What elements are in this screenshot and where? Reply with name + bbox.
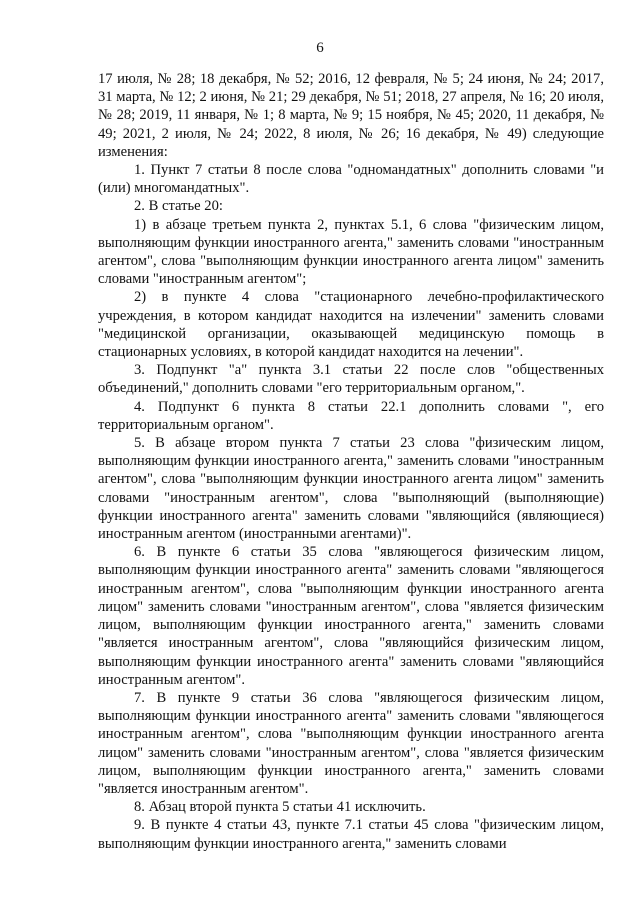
paragraph-item-7: 7. В пункте 9 статьи 36 слова "являющегося физическим лицом, выполняющим функции иностранного агента" заменить словами "являющегося иностранным агентом", слова "выполняющим функции иностранного агента лицом" заменить словами "иностранным агентом", слова "является физическим лицом, выполняющим функции иностранного агента," заменить словами "является иностранным агентом". xyxy=(98,689,604,797)
paragraph-item-1: 1. Пункт 7 статьи 8 после слова "одномандатных" дополнить словами "и (или) многомандатных". xyxy=(98,162,604,197)
paragraph-item-9: 9. В пункте 4 статьи 43, пункте 7.1 статьи 45 слова "физическим лицом, выполняющим функции иностранного агента," заменить словами xyxy=(98,817,604,852)
paragraph-item-4: 4. Подпункт 6 пункта 8 статьи 22.1 дополнить словами ", его территориальным органом". xyxy=(98,398,604,433)
paragraph-item-2: 2. В статье 20: xyxy=(134,198,223,215)
paragraph-subitem-2-2: 2) в пункте 4 слова "стационарного лечебно-профилактического учреждения, в котором кандидат находится на излечении" заменить словами "медицинской организации, оказывающей медицинскую помощь в стационарных условиях, в которой кандидат находится на лечении". xyxy=(98,289,604,361)
paragraph-subitem-2-1: 1) в абзаце третьем пункта 2, пунктах 5.1, 6 слова "физическим лицом, выполняющим функции иностранного агента," заменить словами "иностранным агентом", слова "выполняющим функции иностранного агента лицом" заменить словами "иностранным агентом"; xyxy=(98,216,604,288)
paragraph-item-6: 6. В пункте 6 статьи 35 слова "являющегося физическим лицом, выполняющим функции иностранного агента" заменить словами "являющегося иностранным агентом", слова "выполняющим функции иностранного агента лицом" заменить словами "иностранным агентом", слова "является физическим лицом, выполняющим функции иностранного агента," заменить словами "является иностранным агентом", слова "являющийся физическим лицом, выполняющим функции иностранного агента" заменить словами "являющийся иностранным агентом". xyxy=(98,544,604,688)
paragraph-item-3: 3. Подпункт "а" пункта 3.1 статьи 22 после слов "общественных объединений," дополнить словами "его территориальным органом,". xyxy=(98,362,604,397)
paragraph-item-5: 5. В абзаце втором пункта 7 статьи 23 слова "физическим лицом, выполняющим функции иностранного агента," заменить словами "иностранным агентом", слова "выполняющим функции иностранного агента лицом" заменить словами "иностранным агентом", слова "выполняющий (выполняющие) функции иностранного агента" заменить словами "являющийся (являющиеся) иностранным агентом (иностранными агентами)". xyxy=(98,435,604,543)
page-number: 6 xyxy=(316,40,324,56)
paragraph-item-8: 8. Абзац второй пункта 5 статьи 41 исключить. xyxy=(134,799,426,816)
paragraph-continuation: 17 июля, № 28; 18 декабря, № 52; 2016, 12 февраля, № 5; 24 июня, № 24; 2017, 31 марта, № 12; 2 июня, № 21; 29 декабря, № 51; 2018, 27 апреля, № 16; 20 июля, № 28; 2019, 11 января, № 1; 8 марта, № 9; 15 ноября, № 45; 2020, 11 декабря, № 49; 2021, 2 июля, № 24; 2022, 8 июля, № 26; 16 декабря, № 49) следующие изменения: xyxy=(98,71,604,160)
document-body xyxy=(98,70,604,853)
